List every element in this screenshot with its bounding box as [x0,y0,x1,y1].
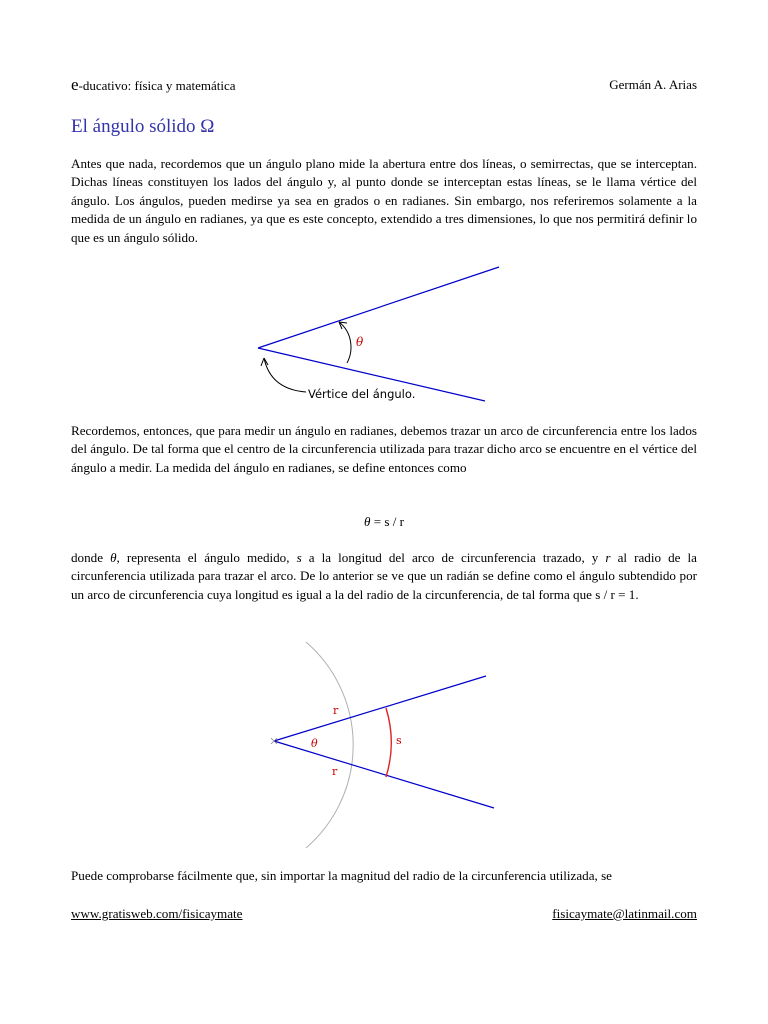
footer-email-link[interactable]: fisicaymate@latinmail.com [552,906,697,921]
equation-theta [0,513,768,531]
radian-upper-side [274,676,486,741]
equation-theta-symbol: θ [363,514,371,529]
page-header [71,76,697,96]
p3-r: r [605,550,611,565]
equation-rest: = s / r [370,514,404,529]
radian-r-bottom-label: r [332,765,338,778]
brand-prefix: e [71,75,79,94]
theta-label: θ [356,335,364,349]
radian-theta-label: θ [311,737,318,750]
vertex-pointer-curve [264,358,306,392]
angle-arc [339,322,351,363]
footer-site-link[interactable]: www.gratisweb.com/fisicaymate [71,906,243,921]
radian-lower-side [274,741,494,808]
page-title: El ángulo sólido Ω [71,116,215,137]
radian-arc-s [386,708,391,777]
p3-text-a: donde [71,550,111,565]
p3-text-d: al radio de la circunferencia utilizada para trazar el arco. De lo anterior se ve que un radián se define como el ángulo subtendido por un arco de circunferencia cuya longitud es igual a la del radio de la circunferencia, de tal forma que s / r = 1. [71,550,697,602]
p3-s: s [296,550,302,565]
page-footer [71,905,697,923]
header-author: Germán A. Arias [609,77,697,92]
paragraph-definition [71,549,697,604]
p3-text-b: , representa el ángulo medido, [116,550,297,565]
p3-theta: θ [110,550,117,565]
brand-rest: -ducativo: física y matemática [78,78,236,93]
radian-figure [262,638,502,850]
vertex-tick-mark [271,738,277,744]
angle-upper-side [258,267,499,348]
p3-text-c: a la longitud del arco de circunferencia trazado, y [301,550,606,565]
paragraph-intro: Antes que nada, recordemos que un ángulo plano mide la abertura entre dos líneas, o semirrectas, que se interceptan. Dichas líneas constituyen los lados del ángulo y, al punto donde se interceptan estas líneas, se le llama vértice del ángulo. Los ángulos, pueden medirse ya sea en grados o en radianes. Sin embargo, nos referiremos solamente a la medida de un ángulo en radianes, ya que es este concepto, extendido a tres dimensiones, lo que nos permitirá definir lo que es un ángulo sólido. [71,156,697,245]
radian-s-label: s [396,734,402,747]
vertex-label: Vértice del ángulo. [308,387,416,401]
angle-figure [240,262,510,404]
header-brand [71,76,236,95]
radian-r-top-label: r [333,704,339,717]
paragraph-radians: Recordemos, entonces, que para medir un ángulo en radianes, debemos trazar un arco de circunferencia entre los lados del ángulo. De tal forma que el centro de la circunferencia utilizada para trazar dicho arco se encuentre en el vértice del ángulo a medir. La medida del ángulo en radianes, se define entonces como [71,423,697,475]
paragraph-continuation: Puede comprobarse fácilmente que, sin importar la magnitud del radio de la circunferencia utilizada, se [71,868,612,883]
